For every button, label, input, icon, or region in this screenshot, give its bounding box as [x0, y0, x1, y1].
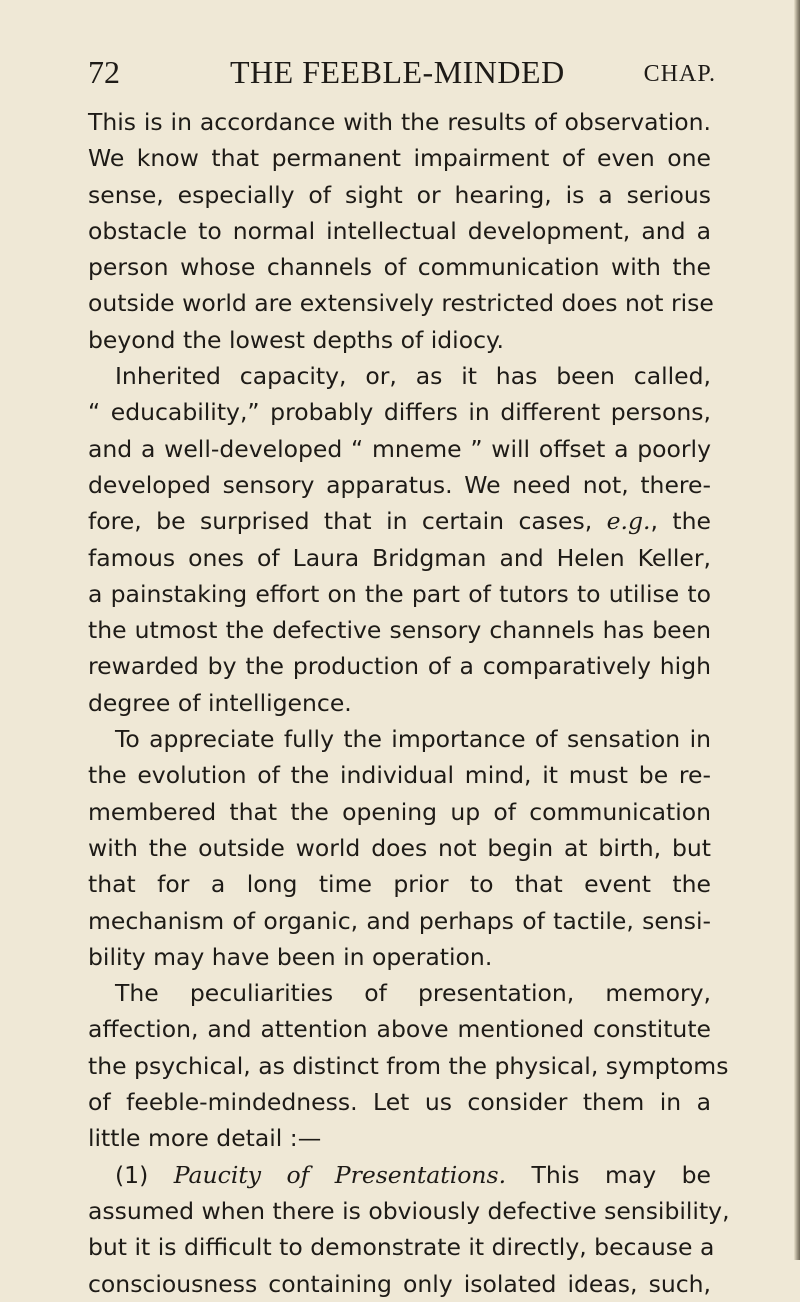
- chapter-label: CHAP.: [643, 61, 716, 87]
- page-number: 72: [88, 54, 120, 90]
- item-number: (1): [115, 1160, 149, 1189]
- text-line: To appreciate fully the importance of sensation in: [115, 725, 711, 754]
- paragraph-1: [88, 104, 714, 358]
- body-text: [88, 104, 730, 1302]
- text-line: sense, especially of sight or hearing, is a serious: [88, 180, 711, 209]
- italic-abbreviation: e.g.: [606, 507, 651, 536]
- text-segment: This may be: [531, 1160, 711, 1189]
- text-line: outside world are extensively restricted does not rise: [88, 289, 714, 318]
- paragraph-2: [88, 358, 711, 721]
- text-line: We know that permanent impairment of even one: [88, 144, 711, 173]
- text-line: bility may have been in operation.: [88, 942, 493, 971]
- text-line: This is in accordance with the results of observation.: [88, 108, 711, 136]
- text-line: that for a long time prior to that event the: [88, 870, 711, 899]
- text-line: the evolution of the individual mind, it must be re-: [88, 761, 711, 790]
- text-segment: fore, be surprised that in certain cases,: [88, 507, 593, 536]
- text-line: degree of intelligence.: [88, 688, 352, 717]
- text-line: of feeble-mindedness. Let us consider them in a: [88, 1088, 711, 1117]
- text-line: and a well-developed “ mneme ” will offset a poorly: [88, 434, 711, 463]
- running-title: THE FEEBLE-MINDED: [230, 54, 565, 90]
- text-line: obstacle to normal intellectual development, and a: [88, 216, 711, 245]
- text-line: the utmost the defective sensory channels has been: [88, 616, 711, 645]
- paragraph-3: [88, 721, 711, 975]
- text-line: affection, and attention above mentioned constitute: [88, 1015, 711, 1044]
- text-line: the psychical, as distinct from the physical, symptoms: [88, 1051, 729, 1080]
- text-segment: , the: [650, 507, 711, 536]
- text-line: with the outside world does not begin at birth, but: [88, 833, 711, 862]
- text-line: but it is difficult to demonstrate it directly, because a: [88, 1233, 715, 1262]
- text-line: mechanism of organic, and perhaps of tactile, sensi-: [88, 906, 711, 935]
- paragraph-4: [88, 975, 729, 1156]
- text-line: person whose channels of communication with the: [88, 253, 711, 282]
- text-line-mixed: [88, 1157, 711, 1193]
- text-line: little more detail :—: [88, 1124, 322, 1153]
- running-header: [88, 52, 716, 92]
- text-line: The peculiarities of presentation, memory,: [115, 979, 711, 1008]
- text-line: beyond the lowest depths of idiocy.: [88, 325, 505, 354]
- text-line: Inherited capacity, or, as it has been called,: [115, 362, 711, 391]
- italic-heading: Paucity of Presentations.: [173, 1160, 507, 1189]
- text-line: rewarded by the production of a comparatively high: [88, 652, 711, 681]
- text-line: assumed when there is obviously defective sensibility,: [88, 1196, 730, 1225]
- text-line: consciousness containing only isolated ideas, such,: [88, 1269, 711, 1298]
- text-line-mixed: [88, 503, 711, 539]
- text-line: famous ones of Laura Bridgman and Helen Keller,: [88, 543, 711, 572]
- page-edge-shadow: [794, 0, 800, 1260]
- text-line: “ educability,” probably differs in different persons,: [88, 398, 711, 427]
- paragraph-5: [88, 1157, 730, 1302]
- text-line: a painstaking effort on the part of tutors to utilise to: [88, 579, 711, 608]
- text-line: membered that the opening up of communication: [88, 797, 711, 826]
- text-line: developed sensory apparatus. We need not, there-: [88, 470, 711, 499]
